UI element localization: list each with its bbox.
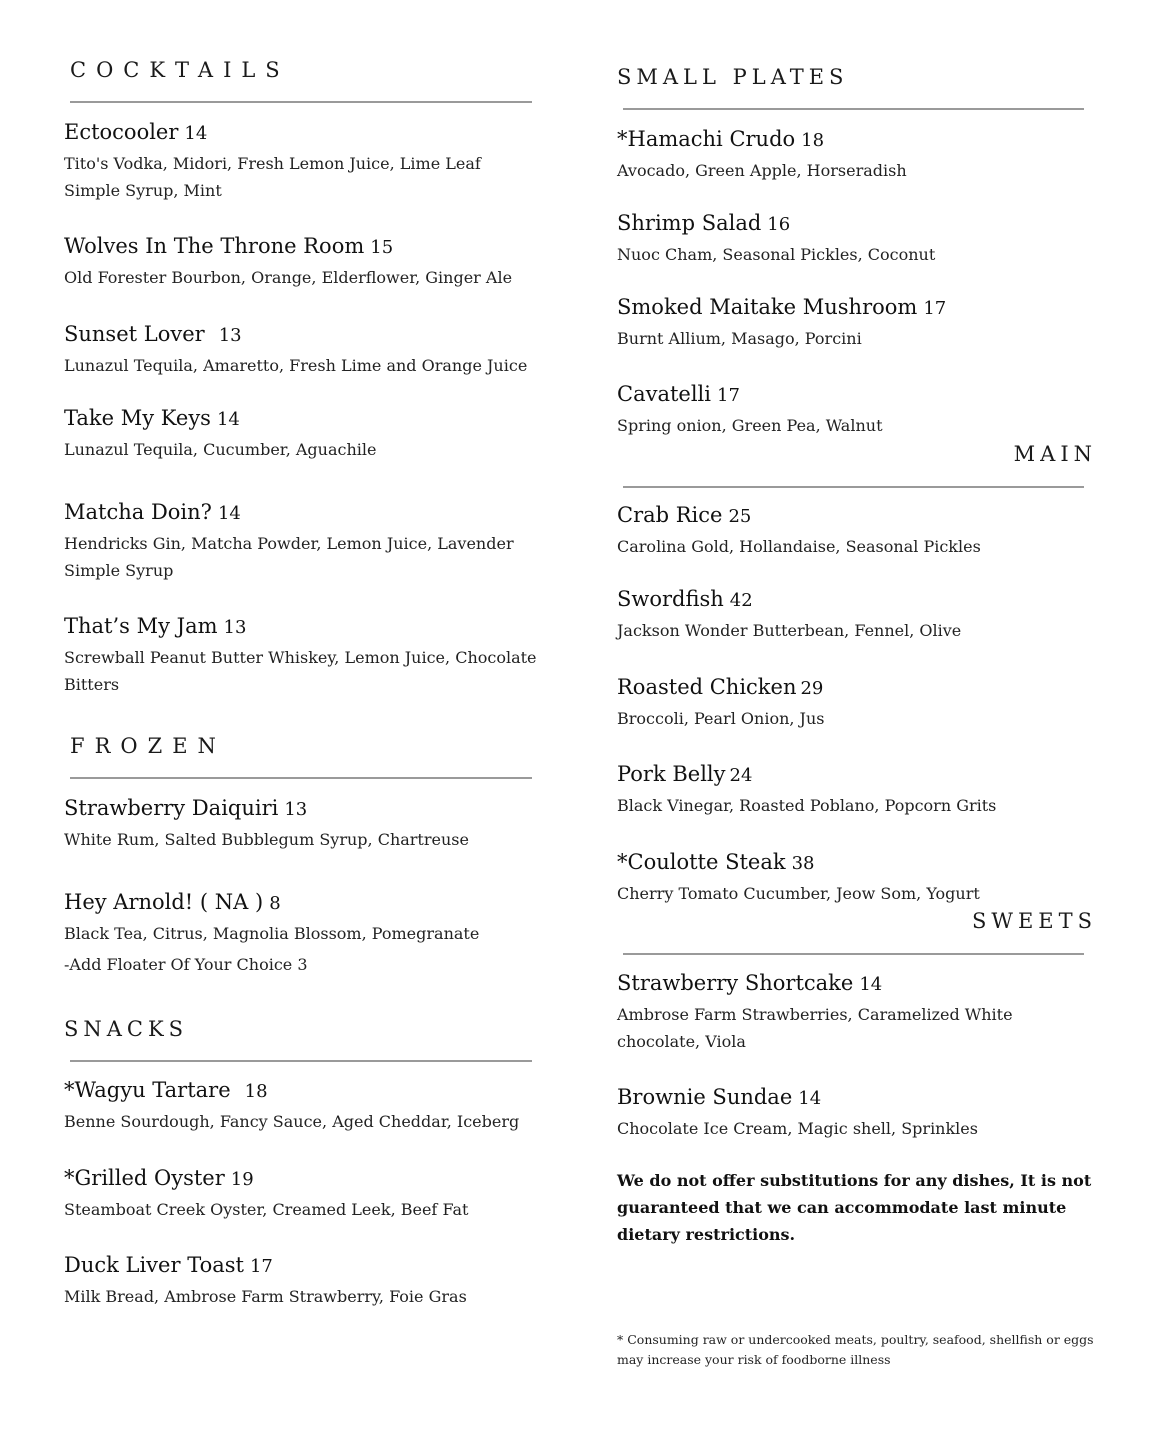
frozen-divider [70, 777, 532, 779]
menu-item [64, 234, 539, 291]
menu-item [64, 890, 539, 978]
item-name: Duck Liver Toast [64, 1253, 244, 1277]
item-description: Carolina Gold, Hollandaise, Seasonal Pickles [617, 537, 981, 556]
menu-item [64, 1078, 539, 1135]
item-price: 19 [230, 1169, 254, 1190]
item-name: Swordfish [617, 587, 724, 611]
item-description: White Rum, Salted Bubblegum Syrup, Chartreuse [64, 830, 469, 849]
item-name: Sunset Lover [64, 322, 205, 346]
cocktails-heading: COCKTAILS [70, 58, 290, 82]
small-plates-divider [623, 108, 1084, 110]
foodborne-illness-footnote: * Consuming raw or undercooked meats, poultry, seafood, shellfish or eggs may increase your risk of foodborne illness [617, 1332, 1094, 1367]
item-name: Wolves In The Throne Room [64, 234, 365, 258]
menu-item [617, 295, 1097, 352]
item-price: 14 [184, 123, 208, 144]
item-name: Ectocooler [64, 120, 179, 144]
menu-item [617, 850, 1097, 907]
item-description: Old Forester Bourbon, Orange, Elderflower, Ginger Ale [64, 268, 513, 287]
menu-item [64, 500, 539, 584]
item-description: Broccoli, Pearl Onion, Jus [617, 709, 825, 728]
item-price: 17 [717, 385, 740, 406]
menu-item [617, 127, 1097, 184]
menu-item [617, 587, 1097, 644]
item-name: Smoked Maitake Mushroom [617, 295, 918, 319]
item-description: Burnt Allium, Masago, Porcini [617, 329, 862, 348]
menu-item [64, 614, 539, 698]
item-name: That’s My Jam [64, 614, 218, 638]
item-description: Milk Bread, Ambrose Farm Strawberry, Foie Gras [64, 1287, 467, 1306]
item-description: Hendricks Gin, Matcha Powder, Lemon Juice, Lavender Simple Syrup [64, 534, 514, 580]
item-description: Spring onion, Green Pea, Walnut [617, 416, 883, 435]
item-price: 25 [728, 506, 752, 527]
item-description: Lunazul Tequila, Amaretto, Fresh Lime and Orange Juice [64, 356, 528, 375]
item-name: *Coulotte Steak [617, 850, 786, 874]
menu-item [64, 406, 539, 463]
item-description: Black Tea, Citrus, Magnolia Blossom, Pomegranate [64, 924, 480, 943]
item-price: 29 [800, 678, 824, 699]
menu-item [64, 120, 539, 204]
menu-item [617, 382, 1097, 439]
item-price: 24 [729, 765, 753, 786]
item-name: Hey Arnold! ( NA ) [64, 890, 264, 914]
menu-item [64, 1253, 539, 1310]
sweets-heading: SWEETS [971, 909, 1097, 933]
main-divider [623, 486, 1084, 488]
item-addon-note: -Add Floater Of Your Choice 3 [64, 955, 308, 974]
item-price: 13 [218, 325, 242, 346]
item-name: Crab Rice [617, 503, 723, 527]
item-description: Jackson Wonder Butterbean, Fennel, Olive [617, 621, 962, 640]
menu-item [617, 211, 1097, 268]
menu-item [617, 762, 1097, 819]
item-name: Strawberry Daiquiri [64, 796, 279, 820]
menu-item [64, 322, 539, 379]
item-name: Shrimp Salad [617, 211, 762, 235]
cocktails-divider [70, 101, 532, 103]
item-description: Tito's Vodka, Midori, Fresh Lemon Juice, Lime Leaf Simple Syrup, Mint [64, 154, 481, 200]
item-price: 14 [217, 503, 241, 524]
item-description: Chocolate Ice Cream, Magic shell, Sprinkles [617, 1119, 978, 1138]
item-name: Roasted Chicken [617, 675, 797, 699]
item-price: 18 [801, 130, 825, 151]
menu-item [64, 796, 539, 853]
item-name: *Wagyu Tartare [64, 1078, 231, 1102]
item-name: *Grilled Oyster [64, 1166, 225, 1190]
menu-item [617, 1085, 1097, 1142]
sweets-divider [623, 953, 1084, 955]
item-price: 13 [223, 617, 247, 638]
item-description: Lunazul Tequila, Cucumber, Aguachile [64, 440, 377, 459]
item-price: 14 [798, 1088, 822, 1109]
item-price: 38 [791, 853, 815, 874]
menu-item [64, 1166, 539, 1223]
menu-item [617, 971, 1097, 1055]
item-price: 18 [244, 1081, 268, 1102]
menu-item [617, 675, 1097, 732]
item-name: *Hamachi Crudo [617, 127, 796, 151]
item-description: Screwball Peanut Butter Whiskey, Lemon Juice, Chocolate Bitters [64, 648, 537, 694]
item-price: 15 [370, 237, 394, 258]
item-description: Cherry Tomato Cucumber, Jeow Som, Yogurt [617, 884, 980, 903]
item-price: 16 [767, 214, 791, 235]
item-description: Avocado, Green Apple, Horseradish [617, 161, 907, 180]
substitution-notice: We do not offer substitutions for any dishes, It is not guaranteed that we can accommodate last minute dietary restrictions. [617, 1171, 1092, 1244]
item-price: 14 [216, 409, 240, 430]
main-heading: MAIN [1013, 442, 1097, 466]
item-price: 14 [859, 974, 883, 995]
small-plates-heading: SMALL PLATES [617, 65, 849, 89]
item-price: 42 [729, 590, 753, 611]
snacks-divider [70, 1060, 532, 1062]
item-name: Take My Keys [64, 406, 211, 430]
snacks-heading: SNACKS [64, 1017, 189, 1041]
menu-item [617, 503, 1097, 560]
item-description: Benne Sourdough, Fancy Sauce, Aged Cheddar, Iceberg [64, 1112, 520, 1131]
item-name: Cavatelli [617, 382, 711, 406]
item-description: Black Vinegar, Roasted Poblano, Popcorn Grits [617, 796, 997, 815]
frozen-heading: FROZEN [70, 734, 226, 758]
item-name: Matcha Doin? [64, 500, 212, 524]
item-name: Strawberry Shortcake [617, 971, 854, 995]
item-price: 13 [284, 799, 308, 820]
item-price: 17 [923, 298, 947, 319]
item-price: 17 [249, 1256, 273, 1277]
item-price: 8 [269, 893, 281, 914]
item-name: Pork Belly [617, 762, 726, 786]
item-name: Brownie Sundae [617, 1085, 793, 1109]
item-description: Ambrose Farm Strawberries, Caramelized White chocolate, Viola [617, 1005, 1013, 1051]
item-description: Nuoc Cham, Seasonal Pickles, Coconut [617, 245, 936, 264]
item-description: Steamboat Creek Oyster, Creamed Leek, Beef Fat [64, 1200, 469, 1219]
